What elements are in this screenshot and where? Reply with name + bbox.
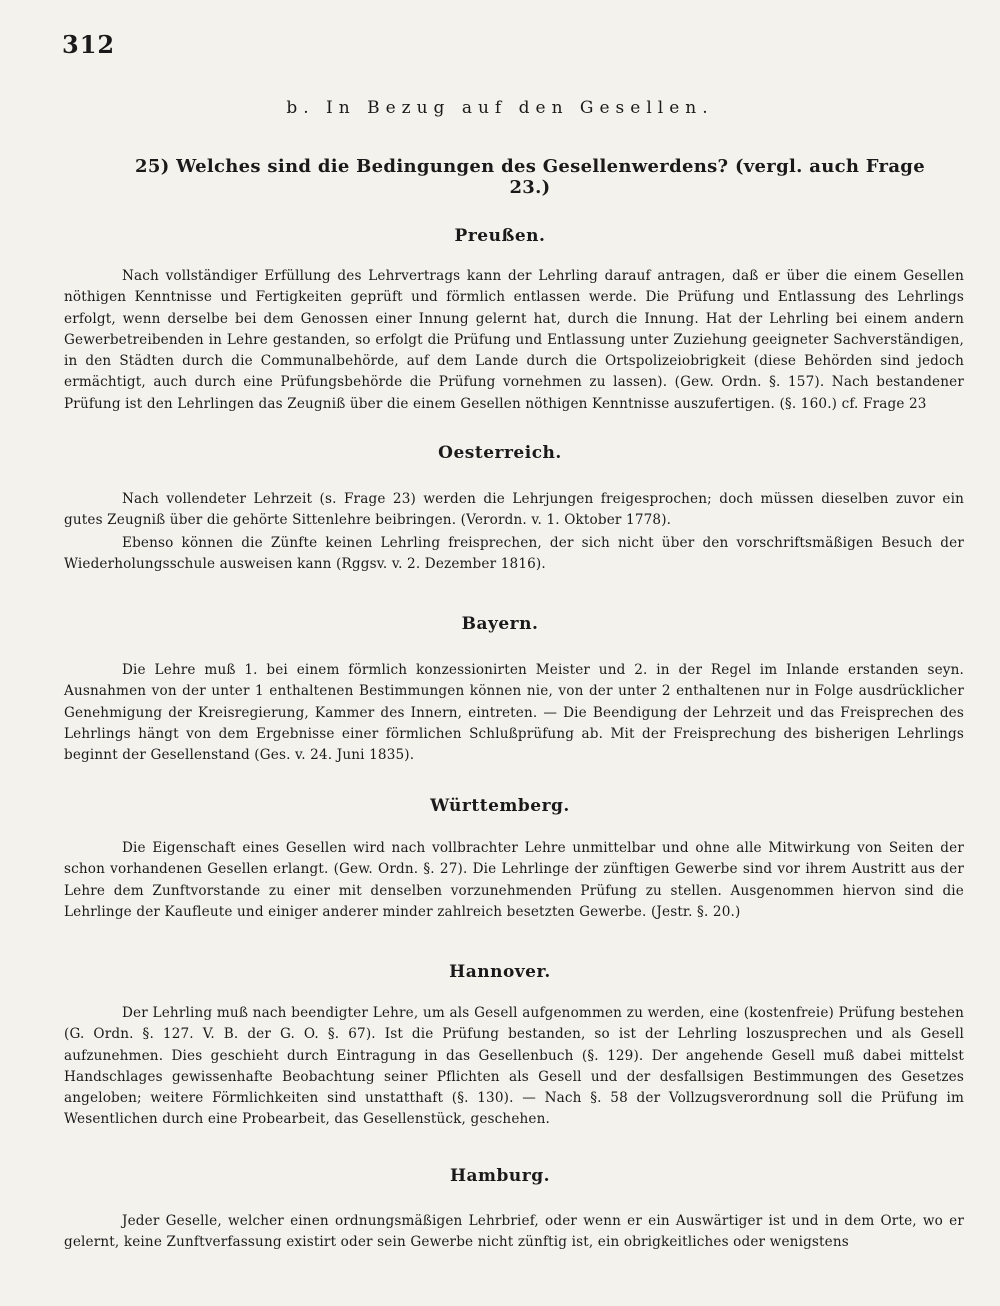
paragraph-hamburg: Jeder Geselle, welcher einen ordnungsmäßigen Lehrbrief, oder wenn er ein Auswärtiger ist und in dem Orte, wo er gelernt, keine Zunftverfassung existirt oder sein Gewerbe nicht zünftig ist, ein obrigkeitliches oder wenigstens xyxy=(64,1213,964,1251)
heading-bayern: Bayern. xyxy=(461,614,539,634)
heading-preussen: Preußen. xyxy=(454,226,546,246)
heading-hannover: Hannover. xyxy=(449,962,551,982)
paragraph-preussen: Nach vollständiger Erfüllung des Lehrvertrags kann der Lehrling darauf antragen, daß er über die einem Gesellen nöthigen Kenntnisse und Fertigkeiten geprüft und förmlich entlassen werde. Die Prüfung und Entlassung des Lehrlings erfolgt, wenn derselbe bei dem Genossen einer Innung gelernt hat, durch die Innung. Hat der Lehrling bei einem andern Gewerbetreibenden in Lehre gestanden, so erfolgt die Prüfung und Entlassung unter Zuziehung geeigneter Sachverständigen, in den Städten durch die Communalbehörde, auf dem Lande durch die Ortspolizeiobrigkeit (diese Behörden sind jedoch ermächtigt, auch durch eine Prüfungsbehörde die Prüfung vornehmen zu lassen). (Gew. Ordn. §. 157). Nach bestandener Prüfung ist den Lehrlingen das Zeugniß über die einem Gesellen nöthigen Kenntnisse auszufertigen. (§. 160.) cf. Frage 23 xyxy=(64,268,964,412)
paragraph-hannover: Der Lehrling muß nach beendigter Lehre, um als Gesell aufgenommen zu werden, eine (kostenfreie) Prüfung bestehen (G. Ordn. §. 127. V. B. der G. O. §. 67). Ist die Prüfung bestanden, so ist der Lehrling loszusprechen und als Gesell aufzunehmen. Dies geschieht durch Eintragung in das Gesellenbuch (§. 129). Der angehende Gesell muß dabei mittelst Handschlages gewissenhafte Beobachtung seiner Pflichten als Gesell und der desfallsigen Bestimmungen des Gesetzes angeloben; weitere Förmlichkeiten sind unstatthaft (§. 130). — Nach §. 58 der Vollzugsverordnung soll die Prüfung im Wesentlichen durch eine Probearbeit, das Gesellenstück, geschehen. xyxy=(64,1005,964,1128)
paragraph-wuerttemberg: Die Eigenschaft eines Gesellen wird nach vollbrachter Lehre unmittelbar und ohne alle Mitwirkung von Seiten der schon vorhandenen Gesellen erlangt. (Gew. Ordn. §. 27). Die Lehrlinge der zünftigen Gewerbe sind vor ihrem Austritt aus der Lehre dem Zunftvorstande zu einer mit denselben vorzunehmenden Prüfung zu stellen. Ausgenommen hiervon sind die Lehrlinge der Kaufleute und einiger anderer minder zahlreich besetzten Gewerbe. (Jestr. §. 20.) xyxy=(64,840,964,920)
paragraph-oesterreich-2: Ebenso können die Zünfte keinen Lehrling freisprechen, der sich nicht über den vorschriftsmäßigen Besuch der Wiederholungsschule ausweisen kann (Rggsv. v. 2. Dezember 1816). xyxy=(64,535,964,573)
paragraph-bayern: Die Lehre muß 1. bei einem förmlich konzessionirten Meister und 2. in der Regel im Inlande erstanden seyn. Ausnahmen von der unter 1 enthaltenen Bestimmungen können nie, von der unter 2 enthaltenen nur in Folge ausdrücklicher Genehmigung der Kreisregierung, Kammer des Innern, eintreten. — Die Beendigung der Lehrzeit und das Freisprechen des Lehrlings hängt von dem Ergebnisse einer förmlichen Schlußprüfung ab. Mit der Freisprechung des bisherigen Lehrlings beginnt der Gesellenstand (Ges. v. 24. Juni 1835). xyxy=(64,662,964,764)
heading-hamburg: Hamburg. xyxy=(449,1166,551,1186)
heading-oesterreich: Oesterreich. xyxy=(438,443,562,463)
section-heading: b. In Bezug auf den Gesellen. xyxy=(286,98,714,118)
bleed-through xyxy=(120,70,124,83)
page-number: 312 xyxy=(62,30,116,59)
heading-wuerttemberg: Württemberg. xyxy=(430,796,570,816)
paragraph-oesterreich-1: Nach vollendeter Lehrzeit (s. Frage 23) werden die Lehrjungen freigesprochen; doch müssen dieselben zuvor ein gutes Zeugniß über die gehörte Sittenlehre beibringen. (Verordn. v. 1. Oktober 1778). xyxy=(64,491,964,529)
question-title: 25) Welches sind die Bedingungen des Gesellenwerdens? (vergl. auch Frage 23.) xyxy=(135,156,925,198)
